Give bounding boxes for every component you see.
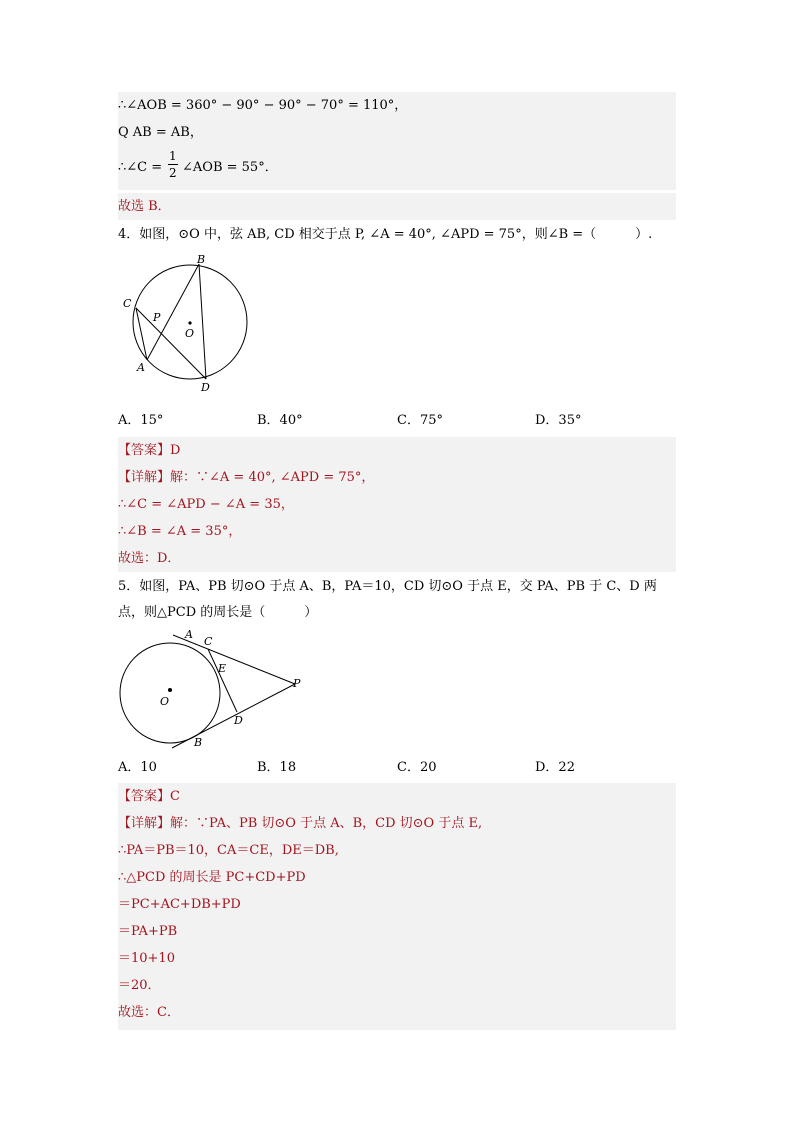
- fraction: 1 2: [169, 149, 177, 180]
- q4-detail-2: ∴∠C = ∠APD − ∠A = 35，: [118, 491, 676, 518]
- center-dot: [188, 321, 191, 324]
- circle-o: [120, 643, 220, 743]
- q5-detail-2: ∴PA＝PB＝10，CA＝CE，DE＝DB,: [118, 837, 676, 864]
- label-b: B: [194, 736, 203, 749]
- label-o: O: [185, 327, 195, 340]
- label-p: P: [293, 677, 301, 690]
- label-a: A: [137, 361, 145, 374]
- label-c: C: [204, 635, 213, 648]
- q4-detail-1: 【详解】解：∵∠A = 40°, ∠APD = 75°，: [118, 464, 676, 491]
- q4-answer: 【答案】D: [118, 437, 676, 464]
- q3-conclusion: 故选 B．: [118, 193, 676, 220]
- tangent-pa: [173, 635, 295, 684]
- q5-detail-8: 故选：C．: [118, 999, 676, 1030]
- q5-option-b: B．18: [257, 760, 297, 775]
- q5-detail-3: ∴△PCD 的周长是 PC+CD+PD: [118, 864, 676, 891]
- q3-line-1: ∴∠AOB = 360° − 90° − 90° − 70° = 110°，: [118, 92, 676, 119]
- q4-stem: 4．如图，⊙O 中，弦 AB, CD 相交于点 P, ∠A = 40°, ∠APD = 75°，则∠B =（ ）.: [118, 227, 653, 242]
- chord-cd: [136, 308, 206, 379]
- label-e: E: [218, 662, 227, 675]
- q5-detail-5: ＝PA+PB: [118, 918, 676, 945]
- q3-line-3: [118, 146, 676, 190]
- q4-figure: [118, 250, 258, 398]
- q5-option-c: C．20: [397, 760, 437, 775]
- q5-figure: [110, 624, 310, 754]
- segment-bd: [199, 264, 206, 379]
- label-b: B: [197, 253, 206, 266]
- q4-detail-3: ∴∠B = ∠A = 35°，: [118, 518, 676, 545]
- q5-stem-2: 点，则△PCD 的周长是（ ）: [118, 605, 318, 620]
- q5-stem-1: 5．如图，PA、PB 切⊙O 于点 A、B，PA＝10，CD 切⊙O 于点 E，交 PA、PB 于 C、D 两: [118, 579, 657, 594]
- q5-detail-4: ＝PC+AC+DB+PD: [118, 891, 676, 918]
- q4-option-a: A．15°: [118, 413, 164, 428]
- q5-answer: 【答案】C: [118, 783, 676, 810]
- label-c: C: [123, 297, 132, 310]
- label-d: D: [201, 381, 210, 394]
- q5-detail-1: 【详解】解：∵PA、PB 切⊙O 于点 A、B，CD 切⊙O 于点 E,: [118, 810, 676, 837]
- q5-detail-6: ＝10+10: [118, 945, 676, 972]
- q4-option-c: C．75°: [397, 413, 443, 428]
- label-p: P: [153, 311, 161, 324]
- q3-line-3-prefix: ∴∠C =: [118, 160, 163, 175]
- label-a: A: [185, 628, 193, 641]
- q5-detail-7: ＝20．: [118, 972, 676, 999]
- q5-option-d: D．22: [535, 760, 575, 775]
- center-dot: [168, 688, 172, 692]
- label-o: O: [160, 695, 170, 708]
- q4-option-b: B．40°: [257, 413, 303, 428]
- label-d: D: [234, 714, 243, 727]
- q4-detail-4: 故选：D．: [118, 545, 676, 572]
- q4-option-d: D．35°: [535, 413, 582, 428]
- q3-line-2: Q AB = AB，: [118, 119, 676, 146]
- q3-line-3-suffix: ∠AOB = 55°．: [182, 160, 278, 175]
- q5-option-a: A．10: [118, 760, 157, 775]
